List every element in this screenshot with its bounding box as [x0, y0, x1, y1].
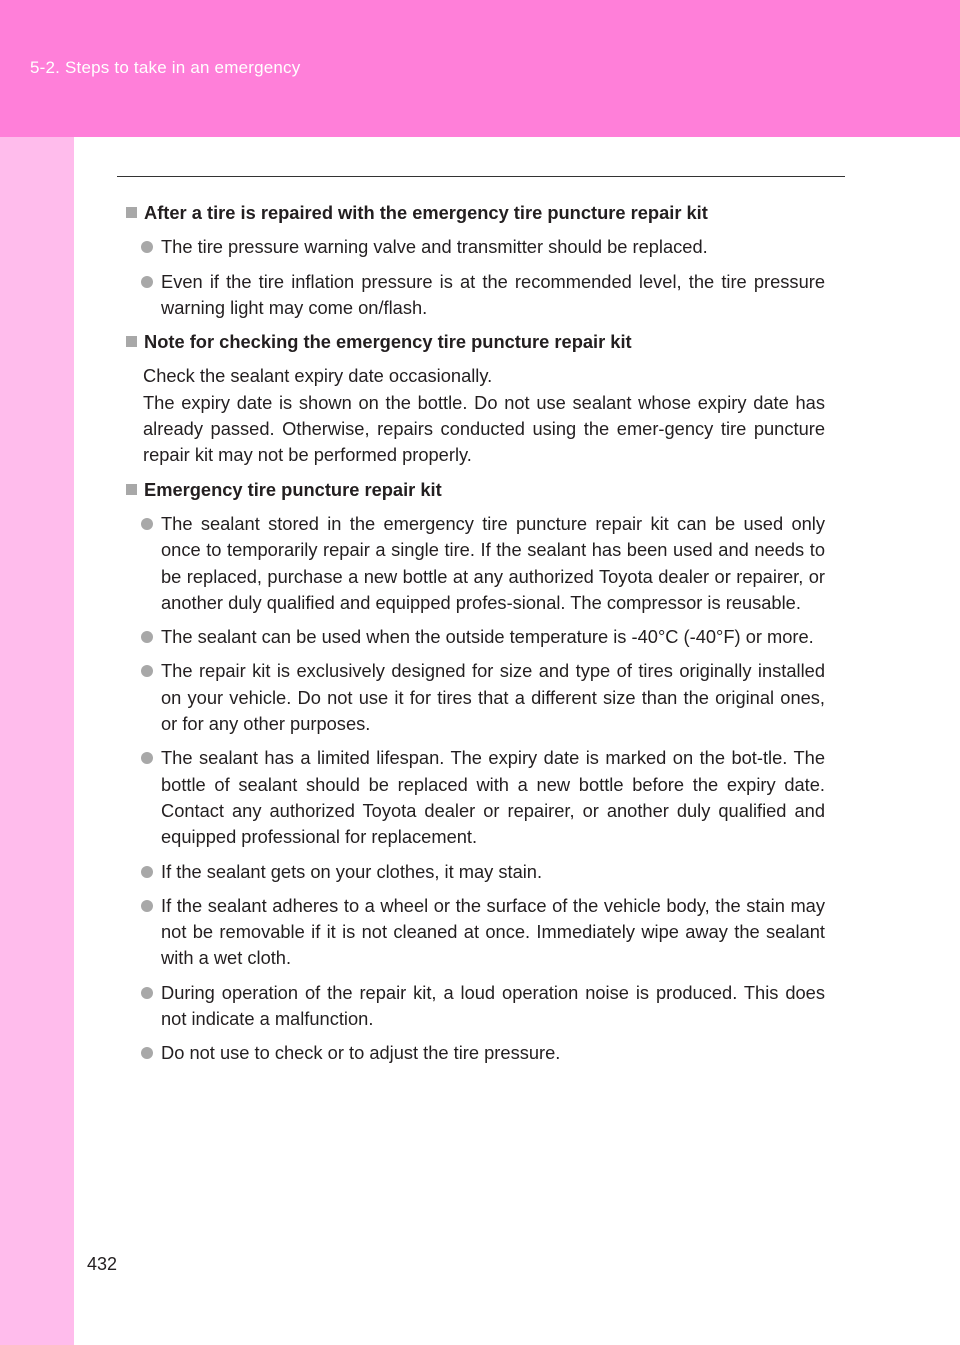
list-item-text: The sealant has a limited lifespan. The expiry date is marked on the bot-tle. The bottle of sealant should be replaced with a new bottle before the expiry date. Contact any authorized Toyota dealer or repairer, or another duly qualified and equipped professional for replacement.: [161, 747, 825, 848]
paragraph-line: Check the sealant expiry date occasionally.: [143, 365, 493, 387]
list-item-text: During operation of the repair kit, a loud operation noise is produced. This does not indicate a malfunction.: [161, 981, 825, 1030]
list-item-text: The sealant stored in the emergency tire puncture repair kit can be used only once to temporarily repair a single tire. If the sealant has been used and needs to be replaced, purchase a new bottle at any authorized Toyota dealer or repairer, or another duly qualified and equipped profes-sional. The compressor is reusable.: [161, 512, 825, 613]
list-item-text: The sealant can be used when the outside temperature is -40°C (-40°F) or more.: [161, 626, 814, 648]
page-content: [125, 200, 825, 1075]
circle-bullet-icon: [141, 900, 153, 912]
paragraph-line: The expiry date is shown on the bottle. Do not use sealant whose expiry date has already passed. Otherwise, repairs conducted using the emer-gency tire puncture repair kit may not be performed properly.: [143, 391, 825, 466]
circle-bullet-icon: [141, 631, 153, 643]
circle-bullet-icon: [141, 665, 153, 677]
list-item-text: The repair kit is exclusively designed for size and type of tires originally installed on your vehicle. Do not use it for tires that a different size than the original ones, or for any other purposes.: [161, 660, 825, 735]
circle-bullet-icon: [141, 866, 153, 878]
list-item: [125, 745, 825, 850]
header-band: [0, 0, 960, 137]
section-heading-text: Emergency tire puncture repair kit: [144, 478, 442, 500]
section-heading: [125, 200, 825, 226]
square-bullet-icon: [126, 336, 137, 347]
square-bullet-icon: [126, 484, 137, 495]
list-item-text: The tire pressure warning valve and transmitter should be replaced.: [161, 236, 708, 258]
list-item-text: Do not use to check or to adjust the tire pressure.: [161, 1042, 561, 1064]
list-item: [125, 658, 825, 737]
list-item-text: If the sealant gets on your clothes, it may stain.: [161, 860, 543, 882]
list-item: [125, 859, 825, 885]
list-item-text: If the sealant adheres to a wheel or the surface of the vehicle body, the stain may not be removable if it is not cleaned at once. Immediately wipe away the sealant with a wet cloth.: [161, 894, 825, 969]
section-title: 5-2. Steps to take in an emergency: [30, 58, 301, 77]
section-heading-text: Note for checking the emergency tire puncture repair kit: [144, 331, 632, 353]
list-item: [125, 893, 825, 972]
section-heading: [125, 329, 825, 355]
page-number: 432: [87, 1254, 118, 1274]
circle-bullet-icon: [141, 518, 153, 530]
body-paragraph: [125, 363, 825, 468]
section-heading-text: After a tire is repaired with the emergency tire puncture repair kit: [144, 202, 708, 223]
section-heading: [125, 477, 825, 503]
list-item: [125, 1040, 825, 1066]
circle-bullet-icon: [141, 276, 153, 288]
list-item: [125, 511, 825, 616]
list-item-text: Even if the tire inflation pressure is at the recommended level, the tire pressure warning light may come on/flash.: [161, 270, 825, 318]
circle-bullet-icon: [141, 241, 153, 253]
top-rule: [117, 176, 845, 177]
circle-bullet-icon: [141, 1047, 153, 1059]
list-item: [125, 269, 825, 322]
side-band: [0, 137, 74, 1345]
list-item: [125, 234, 825, 260]
square-bullet-icon: [126, 207, 137, 218]
list-item: [125, 980, 825, 1033]
circle-bullet-icon: [141, 752, 153, 764]
list-item: [125, 624, 825, 650]
circle-bullet-icon: [141, 987, 153, 999]
